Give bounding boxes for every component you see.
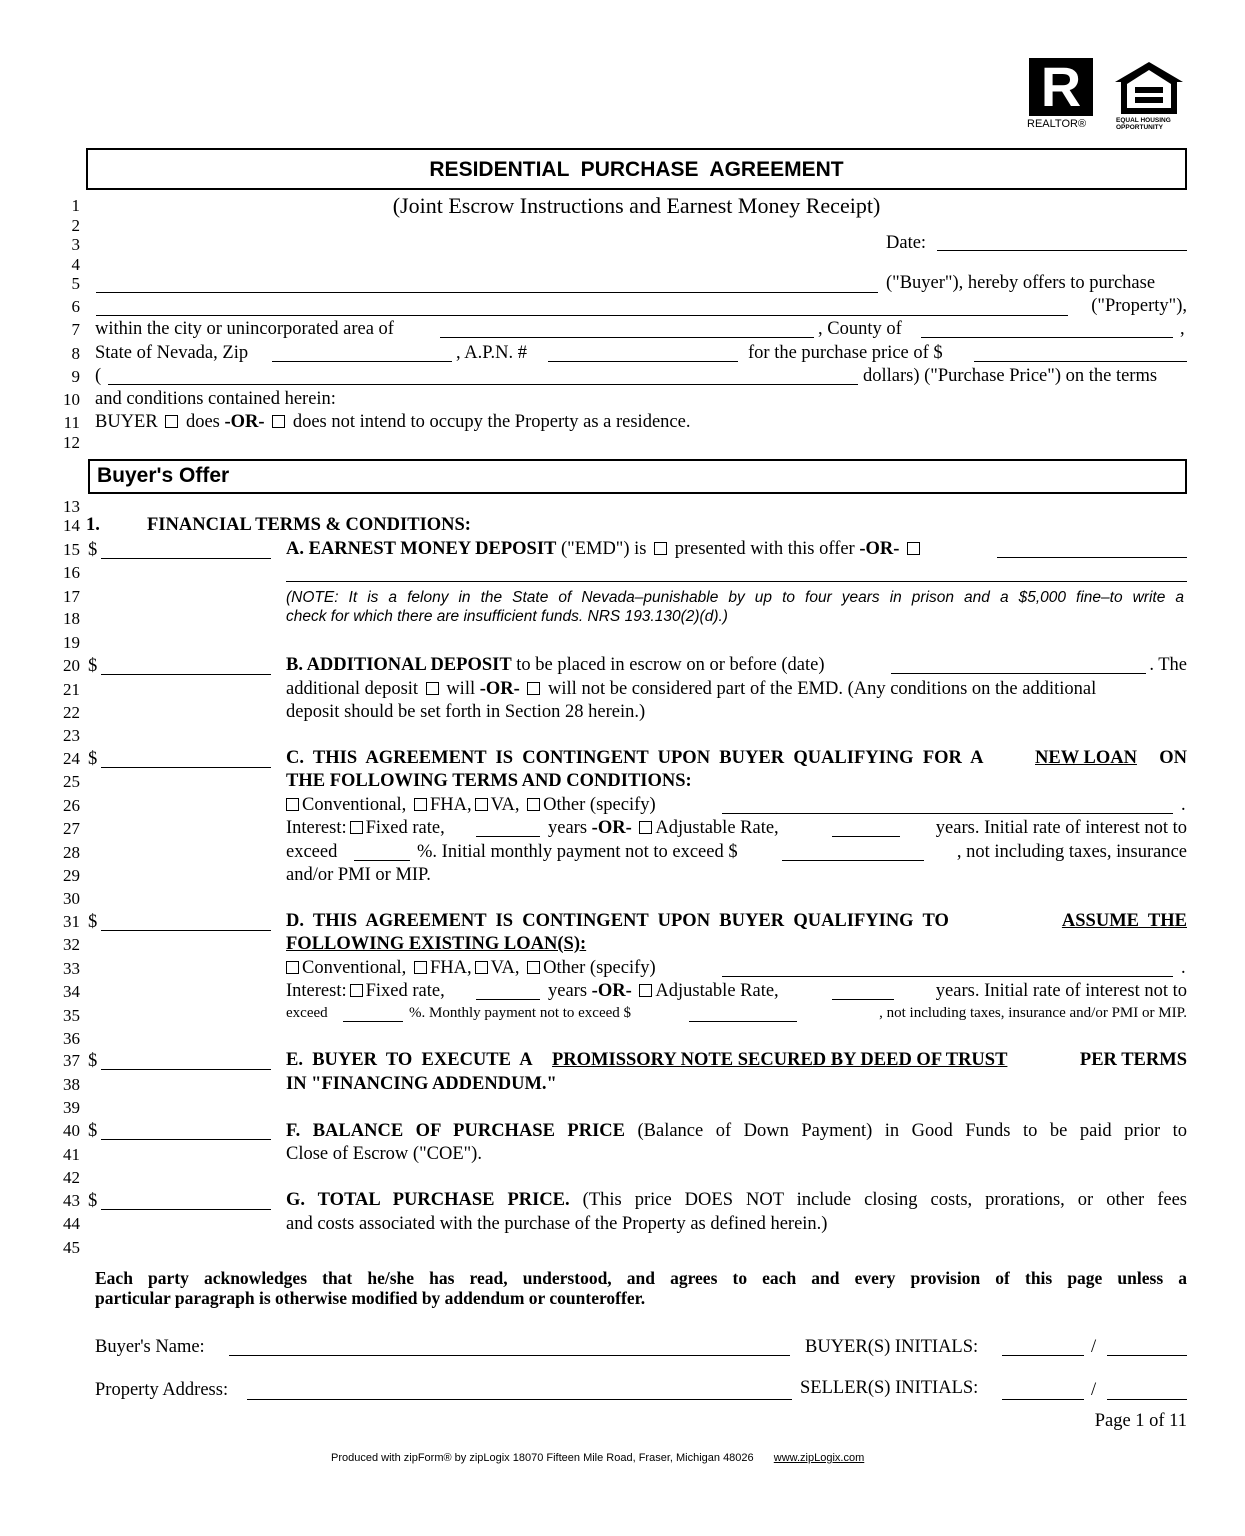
new-loan-types: [283, 795, 656, 816]
line-number: 20: [63, 656, 80, 675]
buyers-name-label: Buyer's Name:: [95, 1337, 205, 1357]
amount-field[interactable]: [101, 558, 271, 559]
buyer-initials-label: BUYER(S) INITIALS:: [805, 1337, 979, 1357]
new-not-including: , not including taxes, insurance: [956, 842, 1187, 862]
dollar-sign: $: [88, 656, 98, 676]
line-number: 33: [63, 959, 80, 978]
deposit-will-checkbox[interactable]: [426, 682, 439, 695]
price-field[interactable]: [974, 361, 1187, 362]
line-number: 5: [71, 274, 80, 293]
new-other-checkbox[interactable]: [527, 798, 540, 811]
line-number: 1: [71, 196, 80, 215]
price-label: for the purchase price of $: [748, 343, 943, 363]
assume-va-label: VA,: [490, 958, 520, 978]
additional-deposit-date-field[interactable]: [891, 673, 1146, 674]
assume-line1: [286, 911, 949, 932]
county-field[interactable]: [921, 337, 1173, 338]
assume-types: [283, 958, 656, 979]
assume-other-checkbox[interactable]: [527, 961, 540, 974]
line-number: 10: [63, 390, 80, 409]
assume-other-label: Other (specify): [543, 958, 656, 978]
realtor-r-icon: R: [1029, 58, 1093, 116]
dollars-text: dollars) ("Purchase Price") on the terms: [863, 366, 1158, 386]
deposit-will-not-checkbox[interactable]: [527, 682, 540, 695]
line-number: 38: [63, 1075, 80, 1094]
assume-or: -OR-: [591, 981, 632, 1001]
line-number: 30: [63, 889, 80, 908]
new-years-rest: years. Initial rate of interest not to: [935, 818, 1187, 838]
property-field[interactable]: [96, 315, 1068, 316]
additional-deposit-line: [286, 655, 825, 676]
line-number: 14: [63, 516, 80, 535]
property-text: ("Property"),: [1091, 296, 1187, 316]
total-label: G. TOTAL PURCHASE PRICE.: [286, 1190, 570, 1210]
new-pmi: and/or PMI or MIP.: [286, 865, 431, 885]
dollar-sign: $: [88, 912, 98, 932]
ziplogix-link[interactable]: www.zipLogix.com: [773, 1452, 865, 1464]
promissory-underlined: PROMISSORY NOTE SECURED BY DEED OF TRUST: [552, 1050, 1008, 1070]
assume-adjustable-years-field[interactable]: [832, 999, 894, 1000]
equal-housing-logo: [1112, 60, 1186, 130]
seller-initials-slash: /: [1091, 1380, 1097, 1400]
line-number: 2: [71, 216, 80, 235]
amount-field[interactable]: [101, 1209, 271, 1210]
assume-other-period: .: [1181, 958, 1186, 978]
emd-line: [286, 539, 923, 560]
new-exceed-label: exceed: [286, 842, 338, 862]
emd-other-field[interactable]: [997, 557, 1187, 558]
line-number: 25: [63, 772, 80, 791]
new-loan-line2: THE FOLLOWING TERMS AND CONDITIONS:: [286, 771, 692, 791]
felony-note-1: (NOTE: It is a felony in the State of Nevada–punishable by up to four years in prison and a $5,000 fine–to write a: [286, 589, 1184, 606]
occupy-not-checkbox[interactable]: [272, 415, 285, 428]
new-adjustable-years-field[interactable]: [832, 836, 900, 837]
property-address-label: Property Address:: [95, 1380, 229, 1400]
new-fha-checkbox[interactable]: [414, 798, 427, 811]
acknowledge-line1: Each party acknowledges that he/she has read, understood, and agrees to each and every provision of this page unless a: [95, 1268, 1187, 1288]
assume-conventional-label: Conventional,: [302, 958, 407, 978]
amount-field[interactable]: [101, 767, 271, 768]
line-number: 4: [71, 255, 80, 274]
additional-deposit-text: additional deposit: [286, 679, 419, 699]
line-number: 3: [71, 235, 80, 254]
new-years: years: [548, 818, 588, 838]
line-number: 24: [63, 749, 80, 768]
line-number: 16: [63, 563, 80, 582]
occupy-does-checkbox[interactable]: [165, 415, 178, 428]
additional-deposit-rest: to be placed in escrow on or before (date): [516, 655, 825, 675]
assume-other-field[interactable]: [722, 976, 1173, 977]
line-number: 22: [63, 703, 80, 722]
financial-heading: FINANCIAL TERMS & CONDITIONS:: [147, 515, 471, 535]
new-fixed-years-field[interactable]: [476, 836, 540, 837]
equal-housing-label-1: EQUAL HOUSING: [1116, 117, 1171, 124]
assume-exceed-pct-field[interactable]: [343, 1021, 403, 1022]
line-number: 39: [63, 1098, 80, 1117]
total-line1: [286, 1190, 1187, 1211]
assume-years: years: [548, 981, 588, 1001]
new-fixed-label: Fixed rate,: [365, 818, 445, 838]
new-other-field[interactable]: [722, 813, 1173, 814]
page-subtitle: (Joint Escrow Instructions and Earnest Money Receipt): [392, 193, 881, 218]
line-number: 37: [63, 1051, 80, 1070]
line-number: 15: [63, 540, 80, 559]
apn-field[interactable]: [548, 361, 738, 362]
line-number: 26: [63, 796, 80, 815]
financial-heading-num: 1.: [86, 515, 100, 535]
city-field[interactable]: [440, 337, 814, 338]
price-words-field[interactable]: [108, 384, 858, 385]
line-number: 17: [63, 587, 80, 606]
buyer-initials-slash: /: [1091, 1337, 1097, 1357]
line-number: 11: [63, 413, 80, 432]
new-monthly-field[interactable]: [782, 860, 924, 861]
line-number: 31: [63, 912, 80, 931]
emd-rest: ("EMD") is: [560, 539, 647, 559]
line-number: 32: [63, 935, 80, 954]
new-fixed-checkbox[interactable]: [350, 821, 363, 834]
property-address-field[interactable]: [247, 1399, 792, 1400]
occupy-line: [95, 412, 690, 433]
line-number: 9: [71, 367, 80, 386]
county-label: , County of: [818, 319, 902, 339]
line-number: 42: [63, 1168, 80, 1187]
new-or: -OR-: [591, 818, 632, 838]
felony-note-2: check for which there are insufficient funds. NRS 193.130(2)(d).): [286, 608, 728, 625]
seller-initials-field-2[interactable]: [1107, 1399, 1187, 1400]
buyer-initials-field-2[interactable]: [1107, 1355, 1187, 1356]
balance-line2: Close of Escrow ("COE").: [286, 1144, 482, 1164]
promissory-per-terms: PER TERMS: [1079, 1050, 1187, 1070]
line-number: 6: [71, 297, 80, 316]
new-va-checkbox[interactable]: [475, 798, 488, 811]
equal-housing-label-2: OPPORTUNITY: [1116, 124, 1163, 131]
line-number: 36: [63, 1029, 80, 1048]
amount-field[interactable]: [101, 930, 271, 931]
produced-text: Produced with zipForm® by zipLogix 18070 Fifteen Mile Road, Fraser, Michigan 48026: [331, 1452, 754, 1464]
assume-fha-checkbox[interactable]: [414, 961, 427, 974]
seller-initials-label: SELLER(S) INITIALS:: [800, 1378, 979, 1398]
assume-adjustable-label: Adjustable Rate,: [655, 981, 779, 1001]
assume-fha-label: FHA,: [429, 958, 472, 978]
occupy-buyer: BUYER: [95, 412, 158, 432]
additional-deposit-line3: deposit should be set forth in Section 28 herein.): [286, 702, 646, 722]
emd-presented-checkbox[interactable]: [654, 542, 667, 555]
assume-monthly-label: %. Monthly payment not to exceed $: [409, 1005, 632, 1021]
date-label: Date:: [886, 233, 927, 253]
amount-field[interactable]: [101, 674, 271, 675]
page-title: RESIDENTIAL PURCHASE AGREEMENT: [429, 158, 844, 181]
new-fha-label: FHA,: [429, 795, 472, 815]
line-number: 21: [63, 680, 80, 699]
acknowledge-line2: particular paragraph is otherwise modified by addendum or counteroffer.: [95, 1288, 646, 1308]
line-number: 7: [71, 320, 80, 339]
realtor-logo: [1027, 55, 1097, 130]
total-line2: and costs associated with the purchase of the Property as defined herein.): [286, 1214, 828, 1234]
occupy-rest: does not intend to occupy the Property as a residence.: [292, 412, 691, 432]
title-box: [86, 148, 1187, 190]
assume-interest-label: Interest:: [286, 981, 347, 1001]
buyers-name-field[interactable]: [229, 1355, 790, 1356]
assume-not-including: , not including taxes, insurance and/or PMI or MIP.: [879, 1005, 1187, 1021]
assume-exceed-label: exceed: [286, 1005, 328, 1021]
line-number: 12: [63, 433, 80, 452]
assume-va-checkbox[interactable]: [475, 961, 488, 974]
line-number: 28: [63, 843, 80, 862]
emd-or: -OR-: [859, 539, 900, 559]
assume-line2: FOLLOWING EXISTING LOAN(S):: [286, 934, 587, 954]
realtor-label: REALTOR®: [1027, 118, 1087, 130]
new-years-or: [548, 818, 779, 839]
occupy-does: does: [185, 412, 220, 432]
line-number: 43: [63, 1191, 80, 1210]
line-number: 19: [63, 633, 80, 652]
total-rest: (This price DOES NOT include closing costs, prorations, or other fees: [582, 1190, 1187, 1210]
dollar-sign: $: [88, 1191, 98, 1211]
buyer-offer-text: ("Buyer"), hereby offers to purchase: [886, 273, 1156, 293]
assume-text: D. THIS AGREEMENT IS CONTINGENT UPON BUYER QUALIFYING TO: [286, 911, 949, 931]
assume-fixed-checkbox[interactable]: [350, 984, 363, 997]
new-conventional-checkbox[interactable]: [286, 798, 299, 811]
dollar-sign: $: [88, 1051, 98, 1071]
county-comma: ,: [1180, 319, 1185, 339]
additional-deposit-label: B. ADDITIONAL DEPOSIT: [286, 655, 512, 675]
new-other-label: Other (specify): [543, 795, 656, 815]
line-number: 13: [63, 497, 80, 516]
assume-adjustable-checkbox[interactable]: [639, 984, 652, 997]
emd-other-checkbox[interactable]: [907, 542, 920, 555]
deposit-will: will: [446, 679, 476, 699]
line-number: 18: [63, 609, 80, 628]
deposit-will-not-text: will not be considered part of the EMD. (Any conditions on the additional: [548, 679, 1097, 699]
open-paren: (: [95, 366, 102, 386]
promissory-line2: IN "FINANCING ADDENDUM.": [286, 1074, 557, 1094]
assume-conventional-checkbox[interactable]: [286, 961, 299, 974]
section-box: [88, 459, 1187, 494]
assume-interest-line: [286, 981, 445, 1002]
buyer-initials-field-1[interactable]: [1002, 1355, 1084, 1356]
new-va-label: VA,: [490, 795, 520, 815]
new-loan-underlined: NEW LOAN: [1035, 748, 1137, 768]
assume-monthly-field[interactable]: [689, 1021, 797, 1022]
balance-line1: [286, 1121, 1187, 1142]
balance-rest: (Balance of Down Payment) in Good Funds to be paid prior to: [637, 1121, 1188, 1141]
buyer-name-field[interactable]: [96, 292, 878, 293]
line-number: 8: [71, 344, 80, 363]
new-monthly-label: %. Initial monthly payment not to exceed $: [417, 842, 738, 862]
assume-underlined: ASSUME THE: [1061, 911, 1187, 931]
emd-other-field-2[interactable]: [286, 581, 1187, 582]
assume-fixed-label: Fixed rate,: [365, 981, 445, 1001]
section-title: Buyer's Offer: [97, 464, 230, 487]
new-loan-line1: [286, 748, 983, 769]
line-number: 35: [63, 1006, 80, 1025]
line-number: 40: [63, 1121, 80, 1140]
balance-label: F. BALANCE OF PURCHASE PRICE: [286, 1121, 625, 1141]
equal-housing-icon: [1113, 60, 1185, 116]
occupy-or: -OR-: [224, 412, 265, 432]
new-adjustable-label: Adjustable Rate,: [655, 818, 779, 838]
zip-field[interactable]: [272, 361, 452, 362]
assume-years-rest: years. Initial rate of interest not to: [935, 981, 1187, 1001]
date-field[interactable]: [937, 250, 1187, 251]
seller-initials-field-1[interactable]: [1002, 1399, 1084, 1400]
new-adjustable-checkbox[interactable]: [639, 821, 652, 834]
dollar-sign: $: [88, 540, 98, 560]
line-number: 29: [63, 866, 80, 885]
new-loan-on: ON: [1159, 748, 1187, 768]
amount-field[interactable]: [101, 1069, 271, 1070]
additional-deposit-line2: [286, 679, 1096, 700]
line-number: 45: [63, 1238, 80, 1257]
line-number: 23: [63, 726, 80, 745]
line-number: 41: [63, 1145, 80, 1164]
produced-line: [331, 1452, 864, 1464]
amount-field[interactable]: [101, 1139, 271, 1140]
apn-label: , A.P.N. #: [456, 343, 527, 363]
line-number: 44: [63, 1214, 80, 1233]
emd-presented: presented with this offer: [674, 539, 855, 559]
page-number: Page 1 of 11: [1094, 1411, 1187, 1431]
line-number: 34: [63, 982, 80, 1001]
state-zip-label: State of Nevada, Zip: [95, 343, 249, 363]
dollar-sign: $: [88, 1121, 98, 1141]
deposit-or: -OR-: [479, 679, 520, 699]
assume-fixed-years-field[interactable]: [476, 999, 540, 1000]
new-exceed-pct-field[interactable]: [354, 860, 410, 861]
new-loan-text: C. THIS AGREEMENT IS CONTINGENT UPON BUYER QUALIFYING FOR A: [286, 748, 984, 768]
assume-years-or: [548, 981, 779, 1002]
promissory-line1: E. BUYER TO EXECUTE A: [286, 1050, 533, 1070]
additional-deposit-the: . The: [1149, 655, 1187, 675]
city-label: within the city or unincorporated area of: [95, 319, 394, 339]
conditions-text: and conditions contained herein:: [95, 389, 336, 409]
emd-label: A. EARNEST MONEY DEPOSIT: [286, 539, 557, 559]
new-conventional-label: Conventional,: [302, 795, 407, 815]
dollar-sign: $: [88, 749, 98, 769]
new-other-period: .: [1181, 795, 1186, 815]
line-number: 27: [63, 819, 80, 838]
new-interest-line: [286, 818, 445, 839]
new-interest-label: Interest:: [286, 818, 347, 838]
